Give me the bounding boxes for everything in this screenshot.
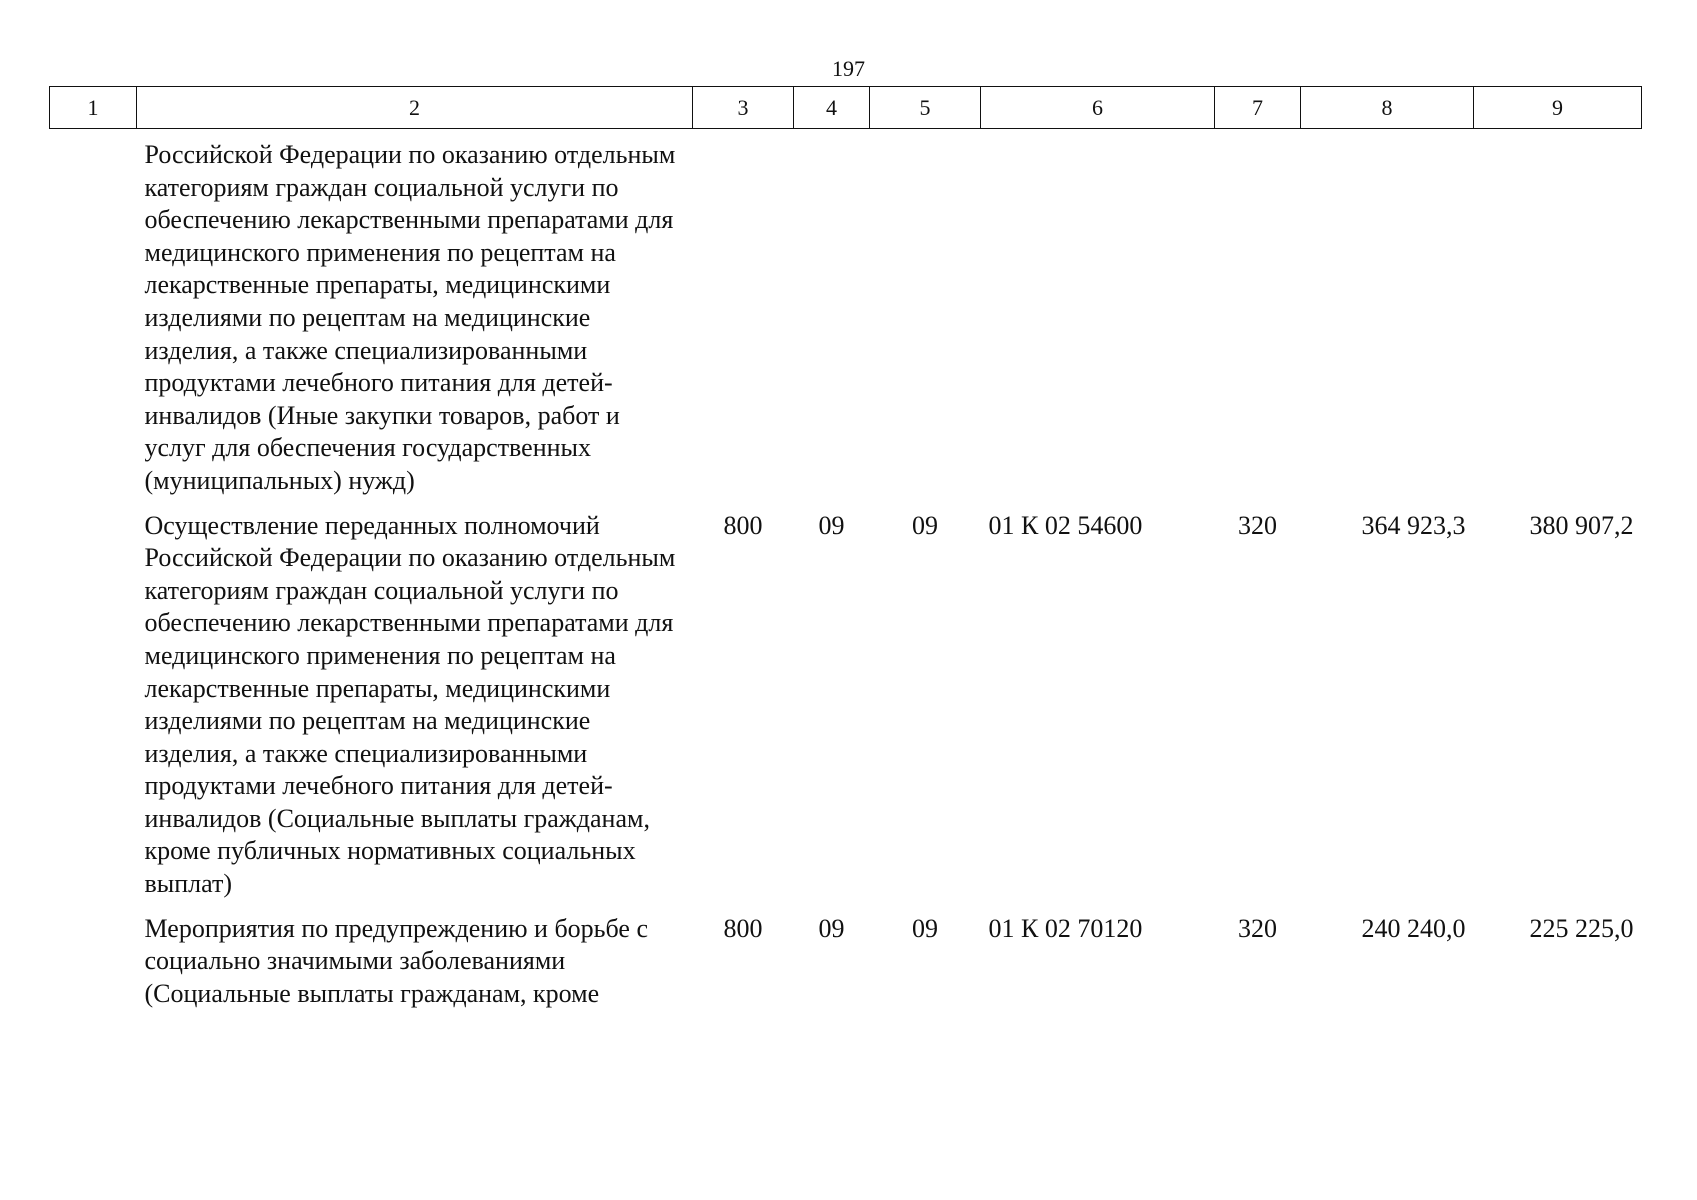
section-code: [794, 129, 870, 498]
column-number-8: 8: [1301, 87, 1474, 129]
row-index-cell: [50, 498, 137, 901]
table-body: [50, 129, 1642, 1011]
ministry-code: 800: [723, 510, 763, 540]
table-row: [50, 901, 1642, 1011]
page-number: 197: [832, 56, 865, 81]
section-code: 09: [818, 913, 845, 943]
table-row: [50, 498, 1642, 901]
target-article-code: 01 К 02 54600: [988, 510, 1143, 540]
ministry-code: 800: [723, 913, 763, 943]
expense-name: Осуществление переданных полномочий Российской Федерации по оказанию отдельным категориям граждан социальной услуги по обеспечению лекарственными препаратами для медицинского применения по рецептам на лекарственные препараты, медицинскими изделиями по рецептам на медицинские изделия, а также специализированными продуктами лечебного питания для детей-инвалидов (Социальные выплаты гражданам, кроме публичных нормативных социальных выплат): [144, 510, 676, 899]
column-number-2: 2: [137, 87, 693, 129]
subsection-code: 09: [912, 510, 938, 540]
row-index-cell: [50, 129, 137, 498]
amount-year-2: 380 907,2: [1529, 510, 1634, 540]
target-article-code: 01 К 02 70120: [988, 913, 1143, 943]
amount-year-1: 364 923,3: [1361, 510, 1466, 540]
subsection-code: 09: [912, 913, 938, 943]
expense-type-code: 320: [1238, 510, 1277, 540]
table-row: [50, 129, 1642, 498]
ministry-code: [693, 129, 794, 498]
amount-year-1: [1301, 129, 1474, 498]
column-number-7: 7: [1215, 87, 1301, 129]
section-code: 09: [818, 510, 845, 540]
amount-year-2: 225 225,0: [1529, 913, 1634, 943]
column-number-9: 9: [1474, 87, 1642, 129]
expense-name: Мероприятия по предупреждению и борьбе с социально значимыми заболеваниями (Социальные выплаты гражданам, кроме: [144, 913, 648, 1008]
header-row: [50, 87, 1642, 129]
budget-table: [49, 86, 1642, 1010]
column-number-6: 6: [981, 87, 1215, 129]
column-number-4: 4: [794, 87, 870, 129]
amount-year-1: 240 240,0: [1361, 913, 1466, 943]
table-header: [50, 87, 1642, 129]
column-number-3: 3: [693, 87, 794, 129]
column-number-5: 5: [870, 87, 981, 129]
target-article-code: [981, 129, 1215, 498]
amount-year-2: [1474, 129, 1642, 498]
row-index-cell: [50, 901, 137, 1011]
expense-type-code: 320: [1238, 913, 1277, 943]
expense-name: Российской Федерации по оказанию отдельным категориям граждан социальной услуги по обеспечению лекарственными препаратами для медицинского применения по рецептам на лекарственные препараты, медицинскими изделиями по рецептам на медицинские изделия, а также специализированными продуктами лечебного питания для детей-инвалидов (Иные закупки товаров, работ и услуг для обеспечения государственных (муниципальных) нужд): [144, 140, 676, 495]
subsection-code: [870, 129, 981, 498]
column-number-1: 1: [50, 87, 137, 129]
expense-type-code: [1215, 129, 1301, 498]
